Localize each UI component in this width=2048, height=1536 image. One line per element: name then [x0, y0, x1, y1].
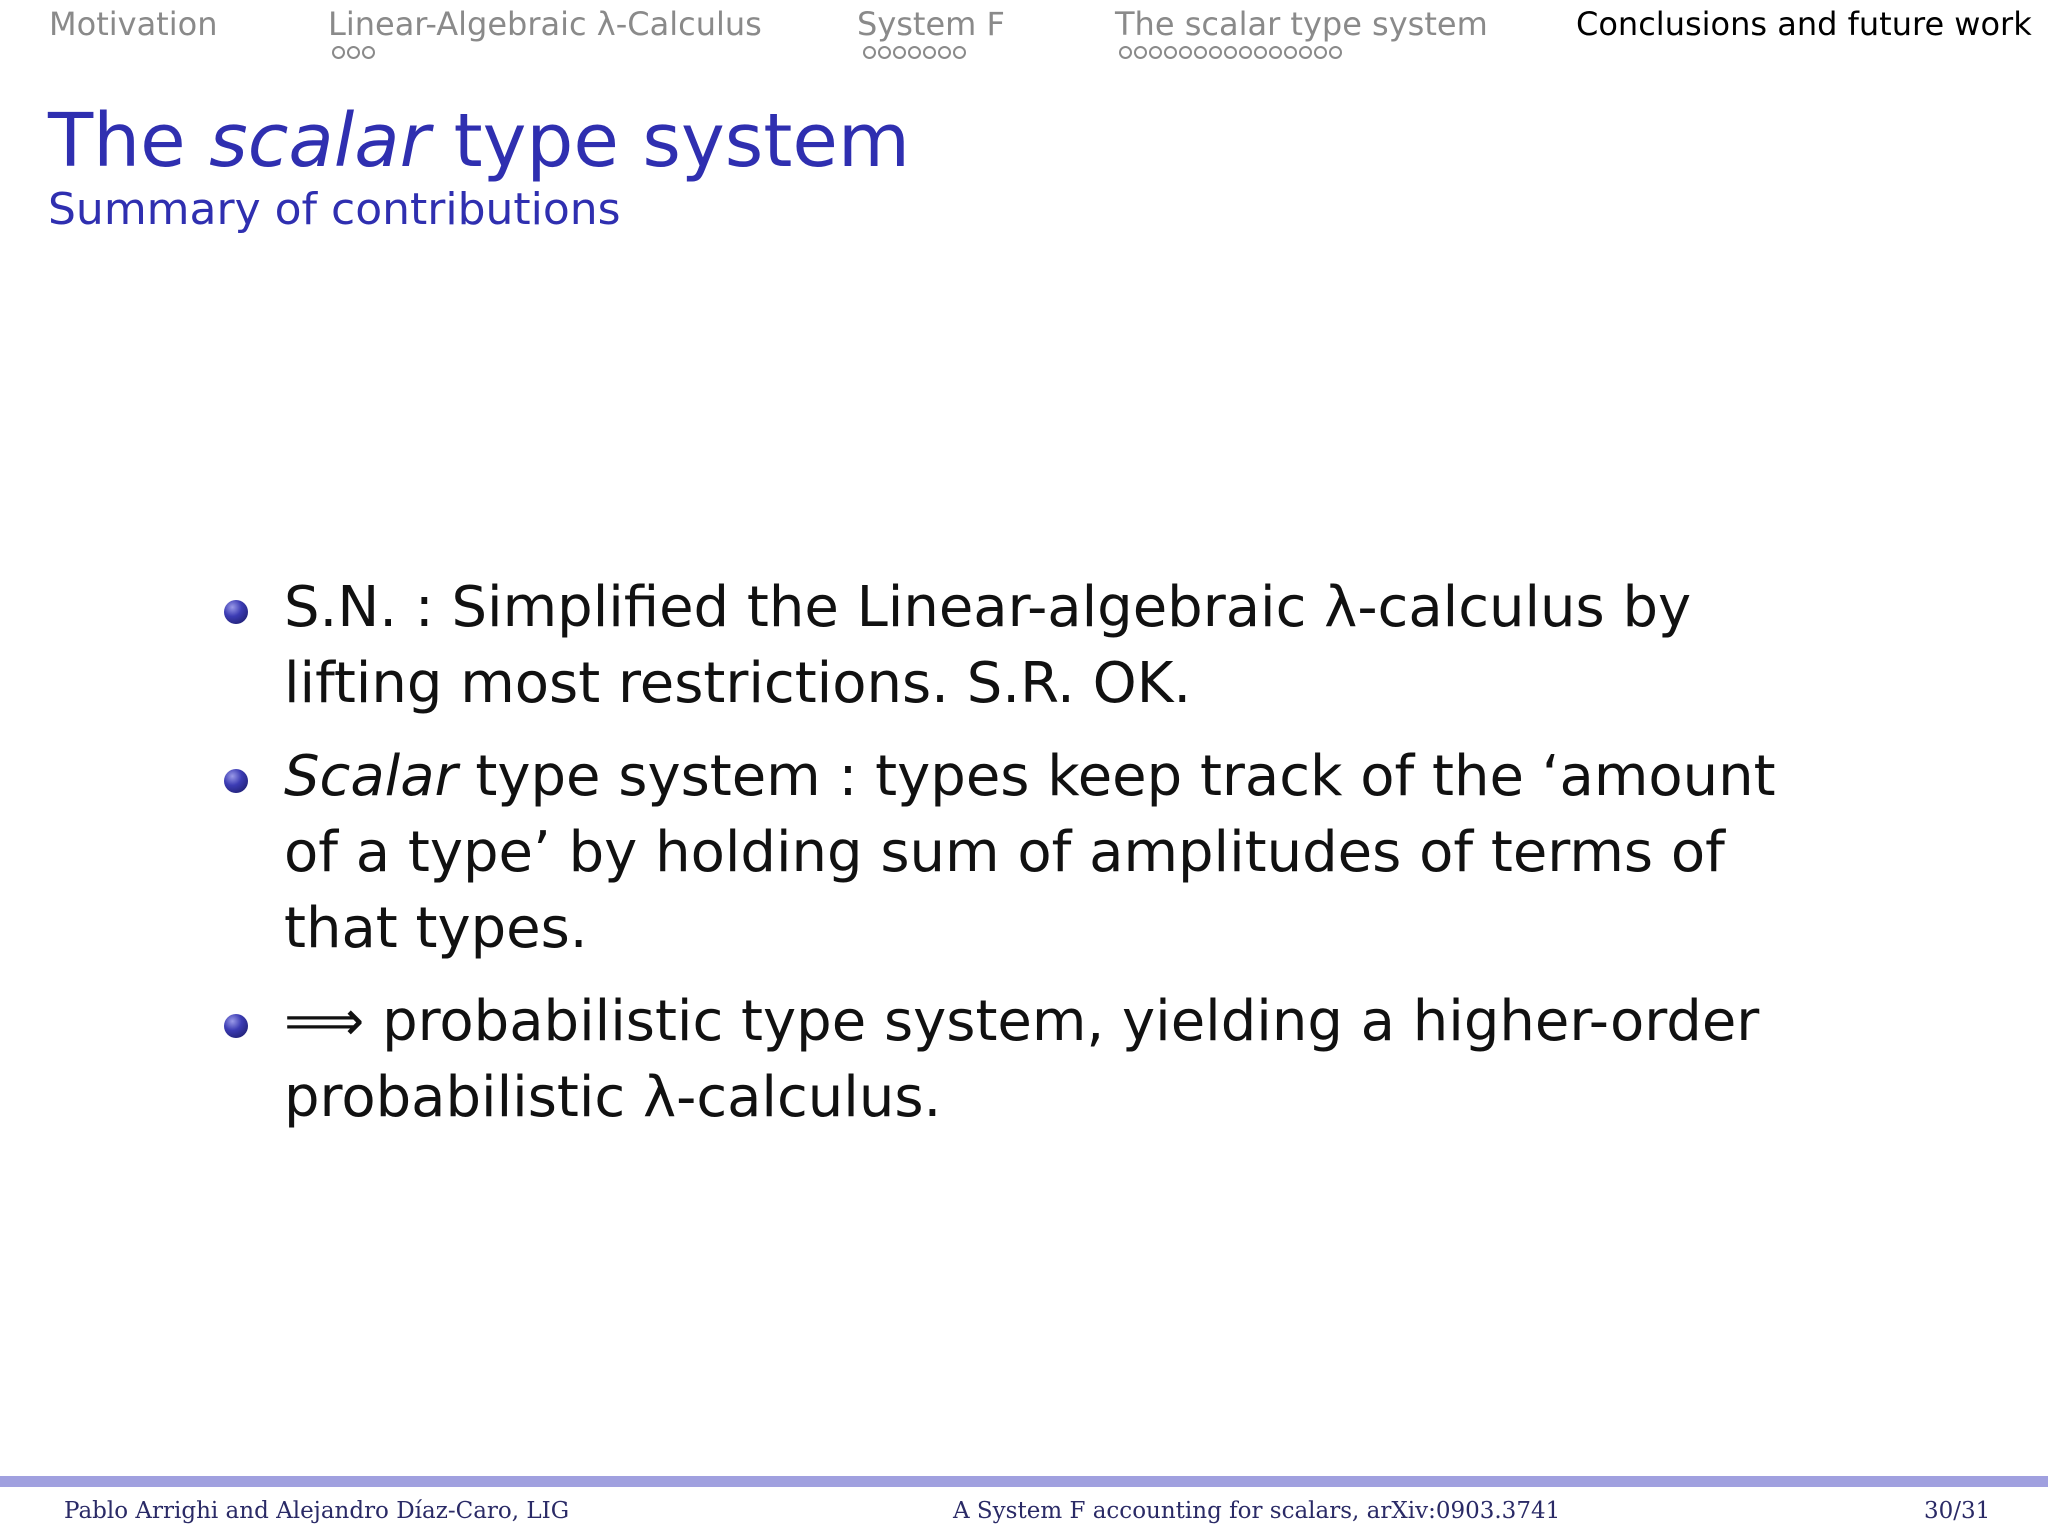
- nav-frame-dot[interactable]: [923, 46, 936, 59]
- navigation-bar: [0, 0, 2048, 80]
- bullet-emphasis: Scalar: [284, 744, 458, 809]
- bullet-ball-icon: [224, 1014, 248, 1038]
- nav-frame-dot[interactable]: [1314, 46, 1327, 59]
- bullet-text: type system : types keep track of the ‘amount of a type’ by holding sum of amplitudes of terms of that types.: [284, 744, 1776, 961]
- bullet-list: [222, 570, 1822, 1153]
- nav-frame-dot[interactable]: [362, 46, 375, 59]
- nav-section-conclusions[interactable]: [1576, 4, 2032, 44]
- nav-frame-dot[interactable]: [1179, 46, 1192, 59]
- nav-frame-dot[interactable]: [1194, 46, 1207, 59]
- nav-section-motivation[interactable]: [49, 4, 217, 44]
- footer-paper-title: A System F accounting for scalars, arXiv:0903.3741: [953, 1498, 1561, 1524]
- nav-frame-dot[interactable]: [1239, 46, 1252, 59]
- nav-frame-dot[interactable]: [953, 46, 966, 59]
- frame-title-post: type system: [430, 98, 910, 184]
- nav-frame-dot[interactable]: [1149, 46, 1162, 59]
- nav-frame-dot[interactable]: [908, 46, 921, 59]
- nav-frame-dot[interactable]: [1209, 46, 1222, 59]
- nav-frame-dot[interactable]: [347, 46, 360, 59]
- nav-frame-dot[interactable]: [1269, 46, 1282, 59]
- nav-frame-dot[interactable]: [878, 46, 891, 59]
- frame-title-emphasis: scalar: [209, 98, 431, 184]
- nav-frame-dot[interactable]: [1119, 46, 1132, 59]
- nav-section-title[interactable]: Linear-Algebraic λ-Calculus: [328, 5, 762, 43]
- nav-section-title[interactable]: Conclusions and future work: [1576, 5, 2032, 43]
- nav-frame-dot[interactable]: [863, 46, 876, 59]
- bullet-text: ⟹ probabilistic type system, yielding a higher-order probabilistic λ-calculus.: [284, 989, 1760, 1130]
- bullet-text: S.N. : Simplified the Linear-algebraic λ-calculus by lifting most restrictions. S.R. OK.: [284, 575, 1692, 716]
- nav-section-title[interactable]: System F: [857, 5, 1005, 43]
- nav-frame-dot[interactable]: [893, 46, 906, 59]
- nav-frame-dot[interactable]: [1134, 46, 1147, 59]
- nav-frame-dot[interactable]: [1299, 46, 1312, 59]
- frame-subtitle: Summary of contributions: [48, 184, 621, 235]
- nav-frame-dots: [863, 46, 1005, 59]
- footer-page-number: 30/31: [1924, 1498, 1991, 1524]
- bullet-ball-icon: [224, 600, 248, 624]
- nav-section-linear-algebraic[interactable]: [328, 4, 762, 59]
- bullet-item: [222, 984, 1822, 1136]
- nav-frame-dot[interactable]: [332, 46, 345, 59]
- bullet-item: [222, 570, 1822, 722]
- nav-frame-dot[interactable]: [1284, 46, 1297, 59]
- footer-authors: Pablo Arrighi and Alejandro Díaz-Caro, LIG: [64, 1498, 570, 1524]
- nav-frame-dot[interactable]: [938, 46, 951, 59]
- bullet-ball-icon: [224, 769, 248, 793]
- nav-frame-dot[interactable]: [1224, 46, 1237, 59]
- nav-frame-dots: [1119, 46, 1488, 59]
- nav-frame-dot[interactable]: [1254, 46, 1267, 59]
- nav-frame-dots: [332, 46, 762, 59]
- nav-section-system-f[interactable]: [857, 4, 1005, 59]
- frame-title-pre: The: [48, 98, 210, 184]
- nav-section-title[interactable]: Motivation: [49, 5, 218, 43]
- bullet-item: [222, 739, 1822, 967]
- footer-bar: [0, 1476, 2048, 1487]
- nav-section-title[interactable]: The scalar type system: [1115, 5, 1488, 43]
- nav-section-scalar-type-system[interactable]: [1115, 4, 1488, 59]
- nav-frame-dot[interactable]: [1164, 46, 1177, 59]
- frame-title: [48, 98, 910, 184]
- nav-frame-dot[interactable]: [1329, 46, 1342, 59]
